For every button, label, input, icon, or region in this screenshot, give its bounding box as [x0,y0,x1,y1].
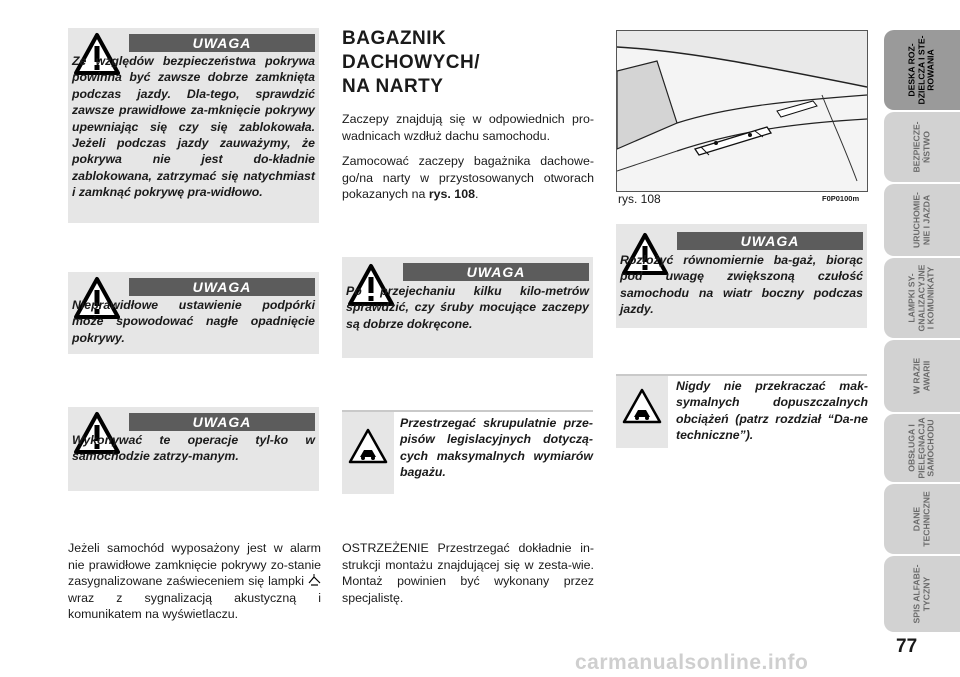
warning-box-luggage-distribution [616,224,867,328]
hood-open-warning-light-icon [308,574,321,586]
caution-triangle-icon [622,388,662,424]
caution-triangle-icon [348,428,388,464]
tab-maintenance[interactable] [884,414,960,482]
tab-label: BEZPIECZE- ŃSTWO [911,121,931,173]
alarm-paragraph: Jeżeli samochód wyposażony jest w alarm nie prawidłowe zamknięcie pokrywy zo-stanie zasygnalizowane zaświeceniem się lampki wraz z sygnalizacją akustyczną i komunikatem na wyświetlaczu. [68,541,321,622]
warning-text: Po przejechaniu kilku kilo-metrów sprawdzić, czy śruby mocujące zaczepy są dobrze dokręcone. [346,284,589,331]
note-max-loads: Nigdy nie przekraczać mak-symalnych dopuszczalnych obciążeń (patrz rozdział “Da-ne techniczne”). [676,379,868,443]
figure-code: F0P0100m [822,194,860,203]
tab-dashboard-controls[interactable] [884,30,960,110]
warning-box-prop-rod [68,272,319,354]
installation-paragraph: OSTRZEŻENIE Przestrzegać dokładnie in-strukcji montażu znajdującej się w zesta-wie. Montaż powinien być wykonany przez specjalistę. [342,541,594,605]
warning-box-check-bolts [342,257,593,358]
roof-rack-paragraph-2: Zamocować zaczepy bagażnika dachowe-go/na narty w przystosowanych otworach pokazanych na rys. 108. [342,154,594,202]
warning-header: UWAGA [677,232,863,250]
note-luggage-dimensions: Przestrzegać skrupulatnie prze-pisów legislacyjnych dotyczą-cych maksymalnych wymiarów bagażu. [400,416,593,480]
warning-text: Nieprawidłowe ustawienie podpórki może spowodować nagłe opadnięcie pokrywy. [72,298,315,345]
tab-label: W RAZIE AWARII [911,357,931,395]
figure-108-roof-image [616,30,868,192]
roof-rack-paragraph-1: Zaczepy znajdują się w odpowiednich pro-wadnicach wzdłuż dachu samochodu. [342,112,594,143]
warning-box-stopped-vehicle [68,407,319,491]
page-number: 77 [896,636,918,657]
warning-header: UWAGA [129,413,315,431]
tab-label: LAMPKI SY- GNALIZACYJNE I KOMUNIKATY [906,264,936,332]
warning-header: UWAGA [129,278,315,296]
figure-reference: rys. 108 [428,187,475,202]
tab-label: URUCHOMIE- NIE I JAZDA [911,192,931,248]
tab-label: SPIS ALFABE- TYCZNY [911,564,931,624]
tab-emergency[interactable] [884,340,960,412]
warning-text: Ze względów bezpieczeństwa pokrywa powinna być zawsze dobrze zamknięta podczas jazdy. Dla-tego, sprawdzić zawsze prawidłowe za-mknięcie pokrywy upewniając się czy się zablokowała. Jeżeli podczas jazdy zauważymy, że pokrywa nie jest do-kładnie zablokowana, zatrzymać się natychmiast i zamknąć pokrywę pra-widłowo. [72,54,315,200]
section-title: BAGAZNIK DACHOWYCH/ NA NARTY [342,28,480,97]
figure-caption: rys. 108 [618,192,661,206]
warning-text: Rozłożyć równomiernie ba-gaż, biorąc pod uwagę zwiększoną czułość samochodu na wiatr boczny podczas jazdy. [620,253,863,317]
tab-safety[interactable] [884,112,960,182]
warning-header: UWAGA [129,34,315,52]
tab-label: DANE TECHNICZNE [911,491,931,547]
warning-text: Wykonywać te operacje tyl-ko w samochodzie zatrzy-manym. [72,433,315,464]
tab-warning-lights[interactable] [884,258,960,338]
tab-label: OBSŁUGA I PIELĘGNACJA SAMOCHODU [906,417,936,479]
watermark: carmanualsonline.info [575,651,809,674]
tab-alphabetical-index[interactable] [884,556,960,632]
tab-label: DESKA ROZ- DZIELCZA I STE- ROWANIA [906,35,936,105]
warning-box-hood-closed [68,28,319,223]
tab-starting-driving[interactable] [884,184,960,256]
tab-technical-data[interactable] [884,484,960,554]
warning-header: UWAGA [403,263,589,281]
roof-drawing [617,31,867,191]
